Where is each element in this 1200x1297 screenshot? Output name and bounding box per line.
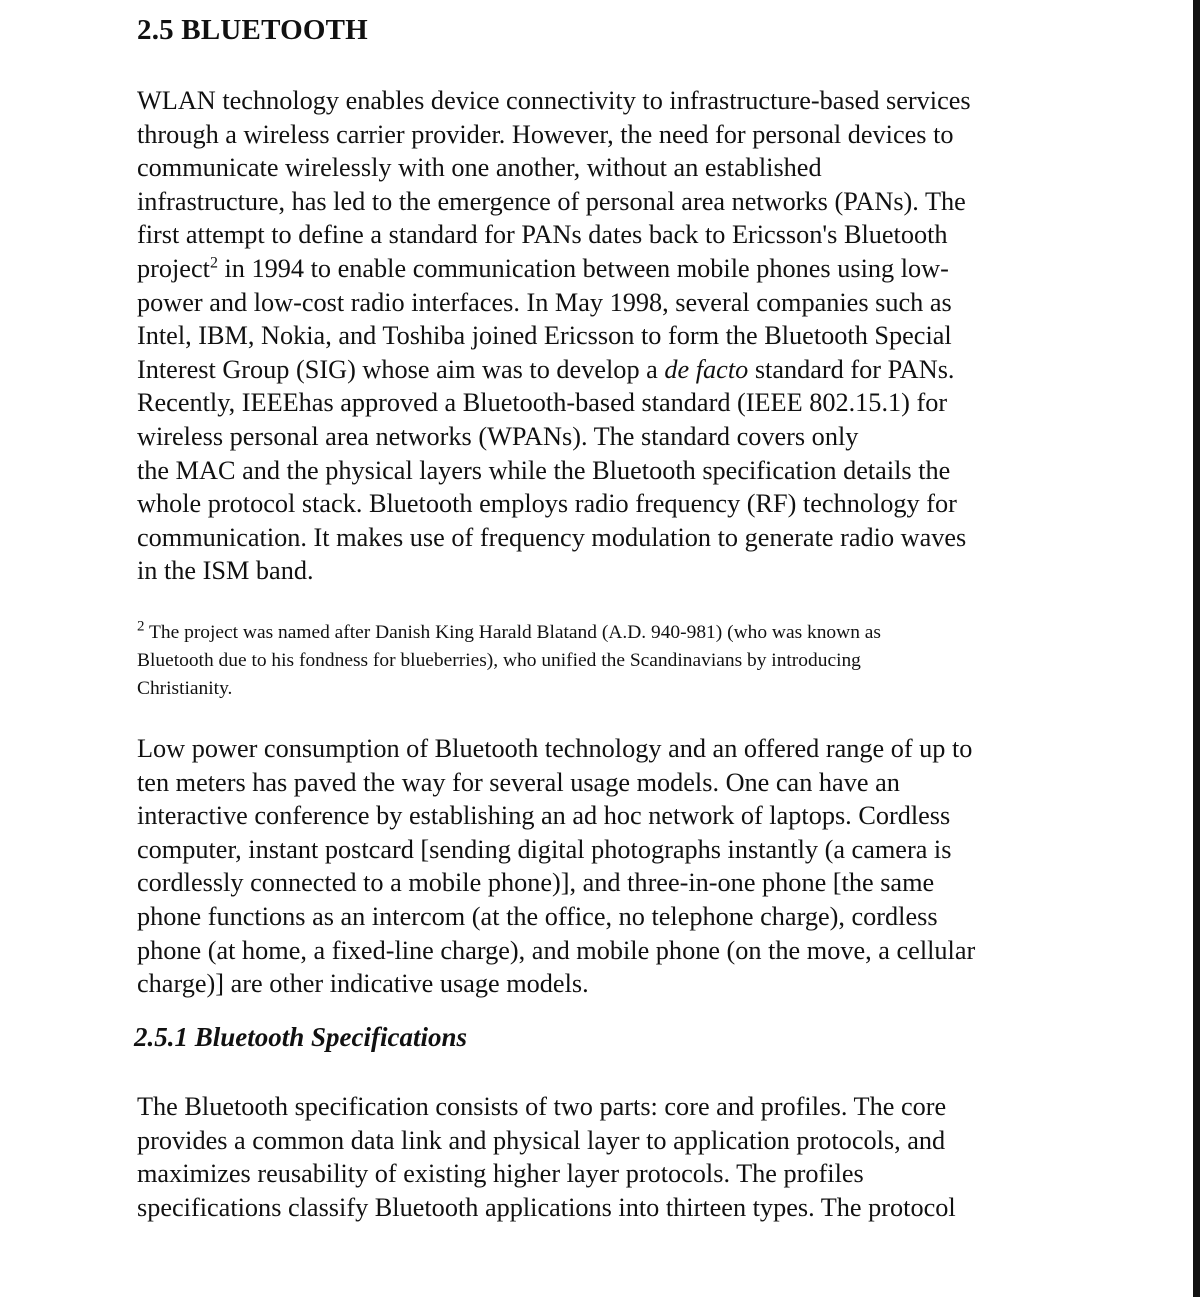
text-line: The Bluetooth specification consists of two parts: core and profiles. The core bbox=[137, 1092, 947, 1121]
italic-term: de facto bbox=[664, 354, 749, 384]
text-line: Recently, IEEEhas approved a Bluetooth-based standard (IEEE 802.15.1) for bbox=[137, 388, 948, 418]
footnote-line bbox=[137, 619, 1067, 647]
text-line: interactive conference by establishing an ad hoc network of laptops. Cordless bbox=[137, 801, 951, 831]
text-line bbox=[137, 353, 1067, 387]
subsection-heading: 2.5.1 Bluetooth Specifications bbox=[134, 1022, 468, 1052]
text-line: whole protocol stack. Bluetooth employs radio frequency (RF) technology for bbox=[137, 489, 957, 519]
text-line: through a wireless carrier provider. However, the need for personal devices to bbox=[137, 119, 954, 149]
text-line: specifications classify Bluetooth applications into thirteen types. The protocol bbox=[137, 1192, 956, 1222]
text-fragment: The project was named after Danish King Harald Blatand (A.D. 940-981) (who was known as bbox=[149, 622, 881, 643]
text-line: ten meters has paved the way for several usage models. One can have an bbox=[137, 767, 900, 797]
paragraph-specification bbox=[137, 1090, 1067, 1224]
text-line: first attempt to define a standard for PANs dates back to Ericsson's Bluetooth bbox=[137, 220, 948, 250]
text-fragment: in 1994 to enable communication between mobile phones using low- bbox=[217, 253, 949, 283]
text-line: computer, instant postcard [sending digital photographs instantly (a camera is bbox=[137, 834, 952, 864]
text-line: phone (at home, a fixed-line charge), and mobile phone (on the move, a cellular bbox=[137, 935, 976, 965]
text-line: infrastructure, has led to the emergence of personal area networks (PANs). The bbox=[137, 186, 966, 216]
paragraph-usage-models bbox=[137, 732, 1067, 1001]
text-line: cordlessly connected to a mobile phone)], and three-in-one phone [the same bbox=[137, 868, 935, 898]
scan-edge-border bbox=[1193, 0, 1200, 1297]
text-line: Low power consumption of Bluetooth technology and an offered range of up to bbox=[137, 734, 973, 763]
text-line: communication. It makes use of frequency modulation to generate radio waves bbox=[137, 522, 967, 552]
paragraph-wlan-pan bbox=[137, 84, 1067, 588]
text-fragment: standard for PANs. bbox=[748, 354, 955, 384]
text-line: provides a common data link and physical layer to application protocols, and bbox=[137, 1125, 946, 1155]
text-line: phone functions as an intercom (at the office, no telephone charge), cordless bbox=[137, 901, 938, 931]
footnote-line: Bluetooth due to his fondness for blueberries), who unified the Scandinavians by introducing bbox=[137, 649, 861, 671]
text-line: maximizes reusability of existing higher layer protocols. The profiles bbox=[137, 1159, 864, 1189]
text-line: charge)] are other indicative usage models. bbox=[137, 969, 589, 999]
text-line: power and low-cost radio interfaces. In May 1998, several companies such as bbox=[137, 287, 952, 317]
footnote bbox=[137, 619, 1067, 702]
text-line: wireless personal area networks (WPANs). The standard covers only bbox=[137, 421, 859, 451]
footnote-marker: 2 bbox=[137, 618, 145, 635]
text-line bbox=[137, 252, 1067, 286]
text-line: communicate wirelessly with one another, without an established bbox=[137, 153, 822, 183]
text-line: WLAN technology enables device connectivity to infrastructure-based services bbox=[137, 86, 971, 115]
text-line: the MAC and the physical layers while the Bluetooth specification details the bbox=[137, 455, 951, 485]
footnote-line: Christianity. bbox=[137, 677, 233, 699]
text-line: in the ISM band. bbox=[137, 556, 314, 586]
text-fragment: Interest Group (SIG) whose aim was to develop a bbox=[137, 354, 665, 384]
footnote-reference: 2 bbox=[209, 254, 218, 272]
section-heading: 2.5 BLUETOOTH bbox=[137, 14, 368, 46]
text-line: Intel, IBM, Nokia, and Toshiba joined Ericsson to form the Bluetooth Special bbox=[137, 321, 952, 351]
text-fragment: project bbox=[137, 253, 210, 283]
